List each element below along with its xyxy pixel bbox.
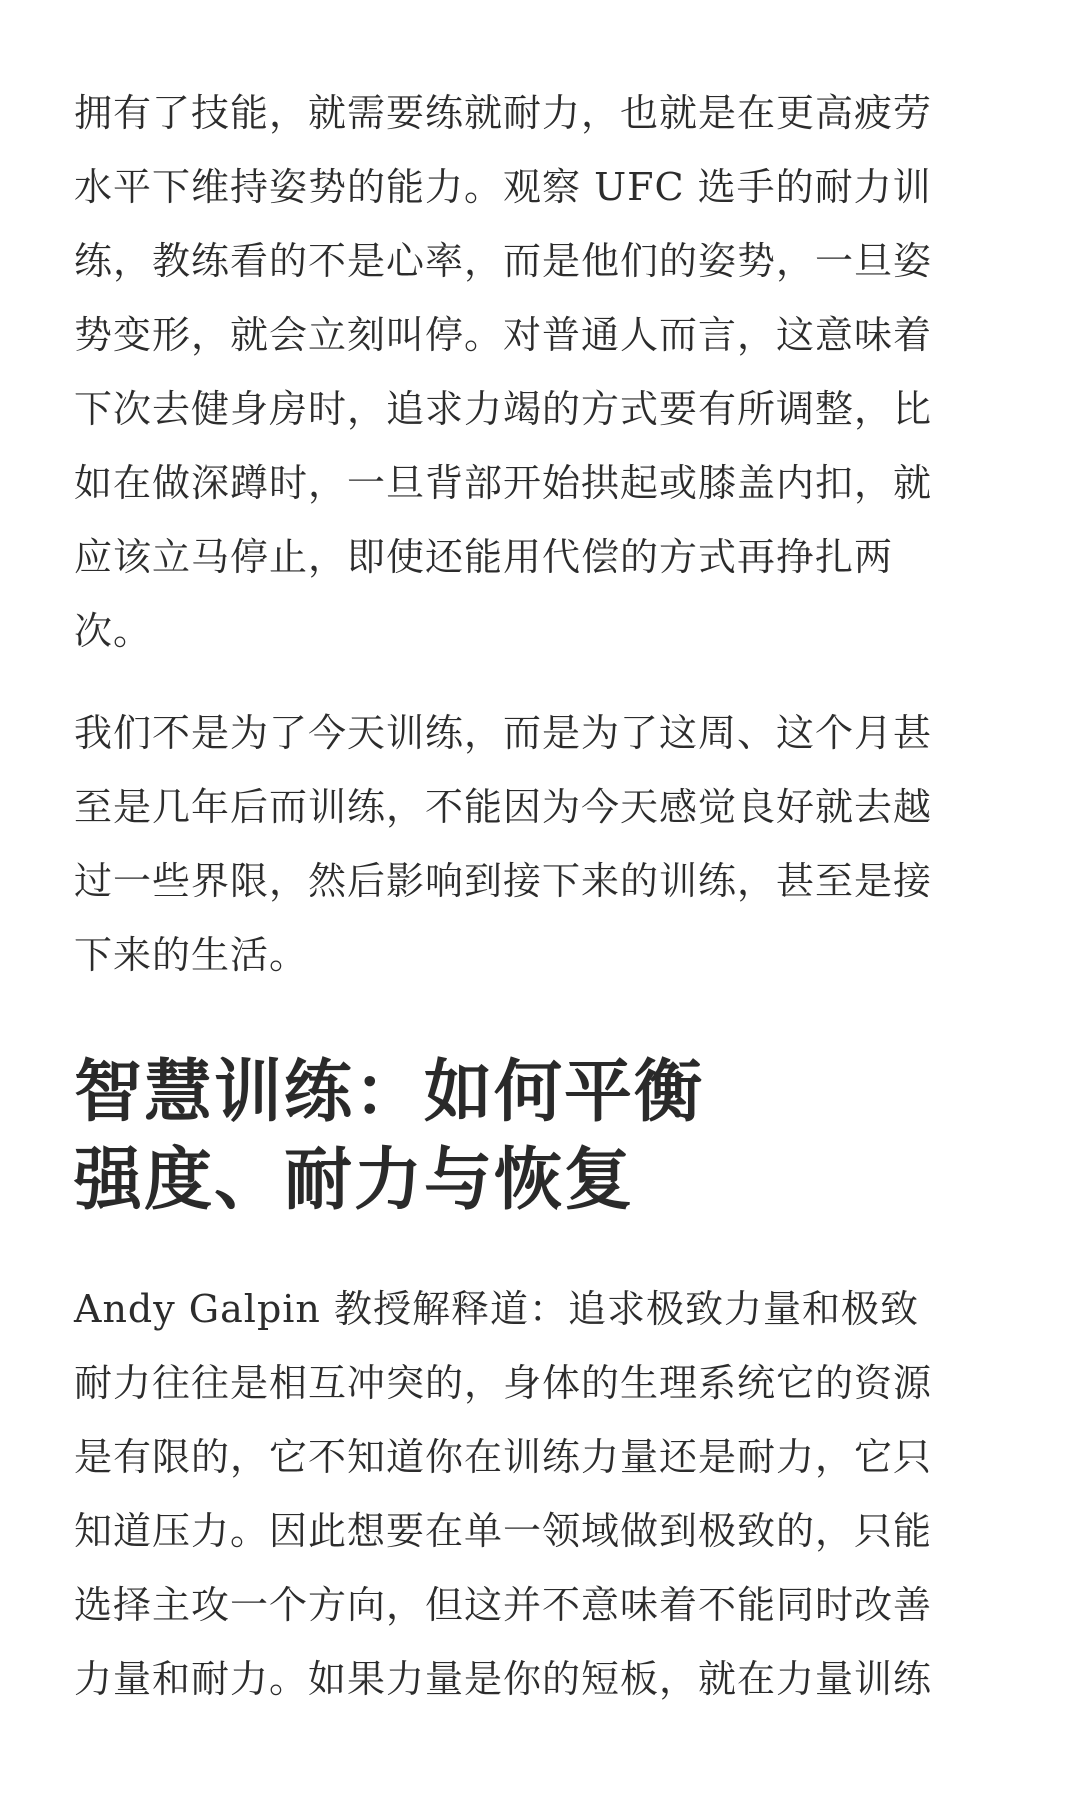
- heading-line: 智慧训练：如何平衡: [74, 1052, 705, 1132]
- text-line: 练，教练看的不是心率，而是他们的姿势，一旦姿: [74, 239, 933, 283]
- text-line: 下来的生活。: [74, 933, 309, 977]
- paragraph-long-term-training: [74, 696, 1008, 992]
- paragraph-andy-galpin: [74, 1272, 1008, 1716]
- text-line: 过一些界限，然后影响到接下来的训练，甚至是接: [74, 859, 933, 903]
- text-line: 下次去健身房时，追求力竭的方式要有所调整，比: [74, 387, 933, 431]
- article-body: [74, 76, 1008, 1744]
- text-line: 应该立马停止，即使还能用代偿的方式再挣扎两: [74, 535, 894, 579]
- text-line: Andy Galpin 教授解释道：追求极致力量和极致: [74, 1287, 919, 1331]
- text-line: 水平下维持姿势的能力。观察 UFC 选手的耐力训: [74, 165, 932, 209]
- paragraph-posture-endurance: [74, 76, 1008, 668]
- text-line: 次。: [74, 609, 153, 653]
- text-line: 耐力往往是相互冲突的，身体的生理系统它的资源: [74, 1361, 933, 1405]
- heading-line: 强度、耐力与恢复: [74, 1140, 635, 1220]
- text-line: 至是几年后而训练，不能因为今天感觉良好就去越: [74, 785, 933, 829]
- text-line: 是有限的，它不知道你在训练力量还是耐力，它只: [74, 1435, 933, 1479]
- text-line: 我们不是为了今天训练，而是为了这周、这个月甚: [74, 711, 933, 755]
- text-line: 势变形，就会立刻叫停。对普通人而言，这意味着: [74, 313, 933, 357]
- section-heading: [74, 1048, 1008, 1224]
- text-line: 如在做深蹲时，一旦背部开始拱起或膝盖内扣，就: [74, 461, 933, 505]
- text-line: 拥有了技能，就需要练就耐力，也就是在更高疲劳: [74, 91, 933, 135]
- text-line: 选择主攻一个方向，但这并不意味着不能同时改善: [74, 1583, 933, 1627]
- text-line: 知道压力。因此想要在单一领域做到极致的，只能: [74, 1509, 933, 1553]
- text-line: 力量和耐力。如果力量是你的短板，就在力量训练: [74, 1657, 933, 1701]
